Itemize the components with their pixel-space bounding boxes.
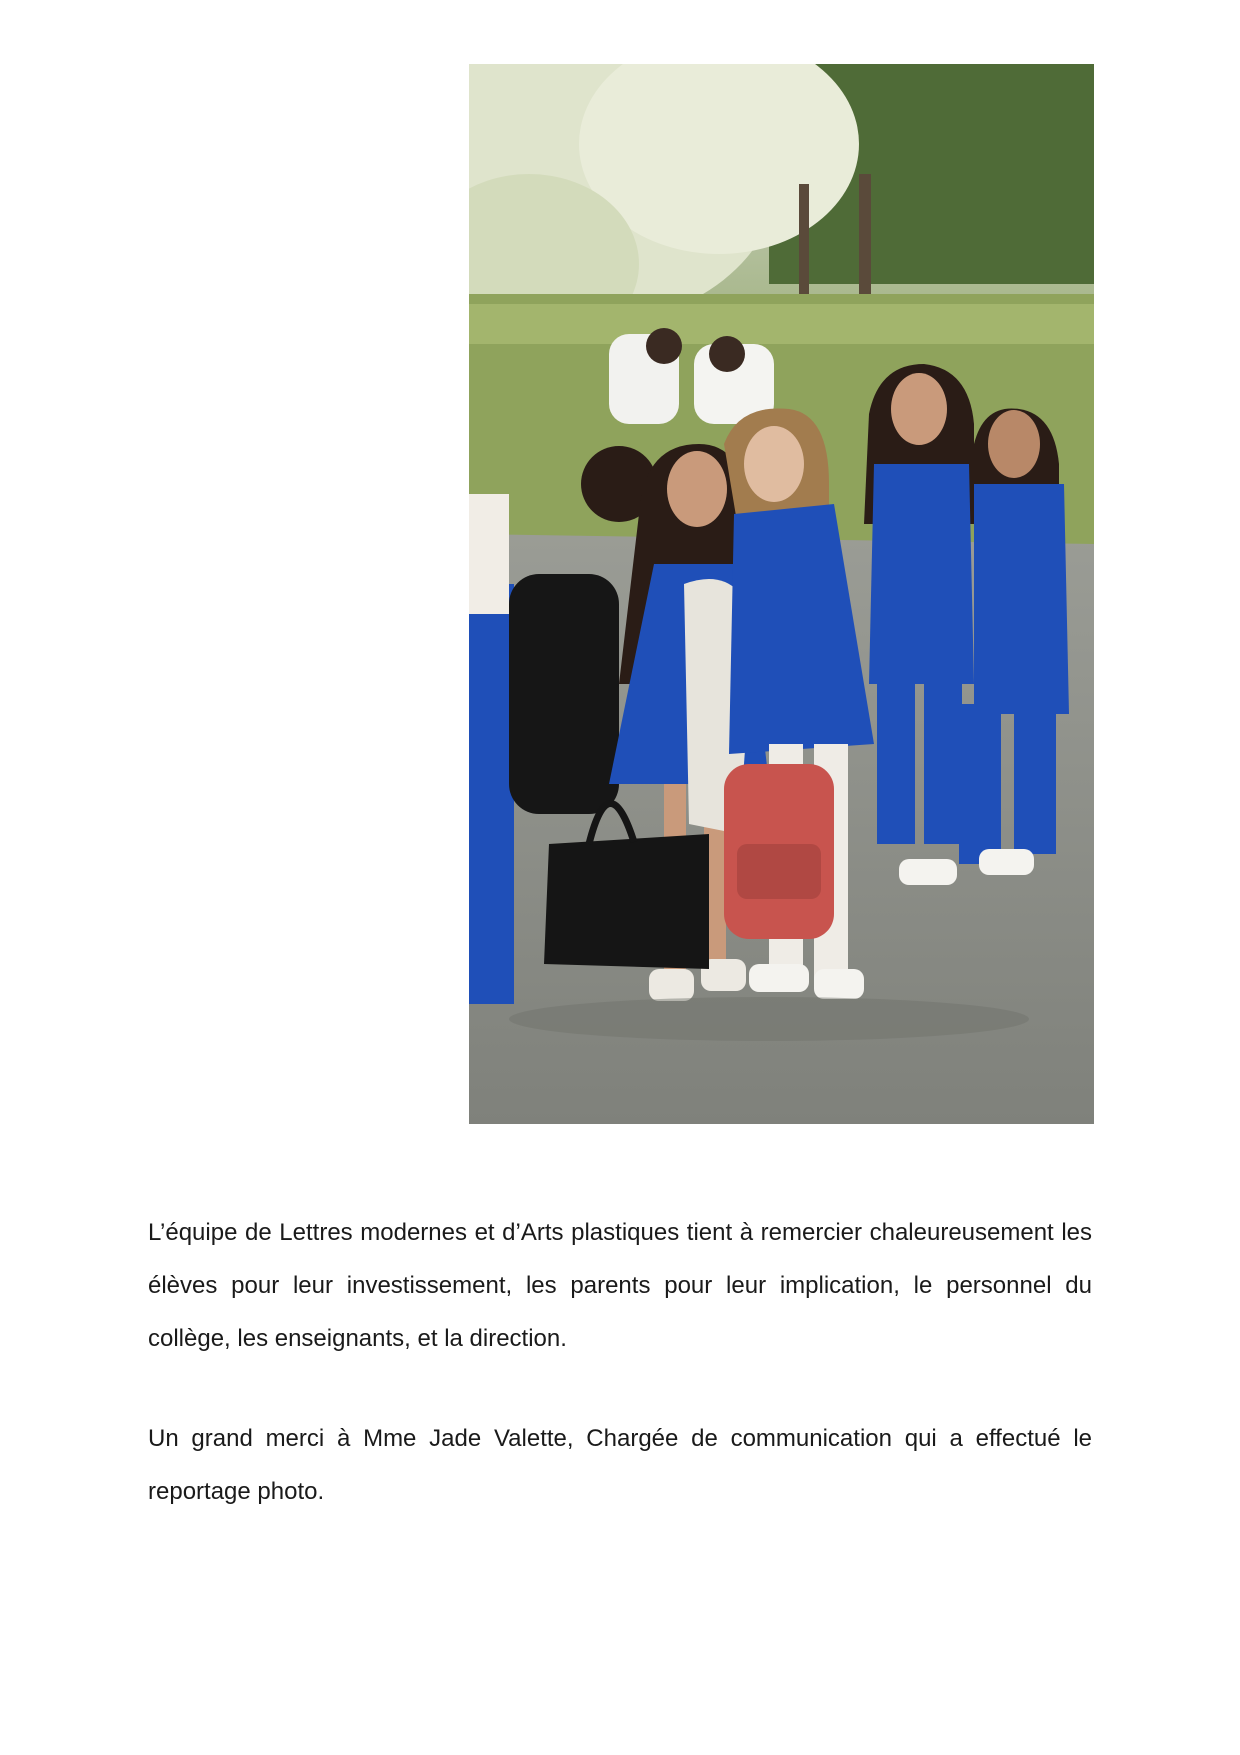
photo-credit-paragraph: Un grand merci à Mme Jade Valette, Chargée de communication qui a effectué le reportage photo.: [148, 1425, 1092, 1505]
group-photo: [469, 64, 1094, 1124]
thanks-paragraph: L’équipe de Lettres modernes et d’Arts plastiques tient à remercier chaleureusement les élèves pour leur investissement, les parents pour leur implication, le personnel du collège, les enseignants, et la direction.: [148, 1219, 1092, 1352]
group-photo-illustration: [469, 64, 1094, 1124]
